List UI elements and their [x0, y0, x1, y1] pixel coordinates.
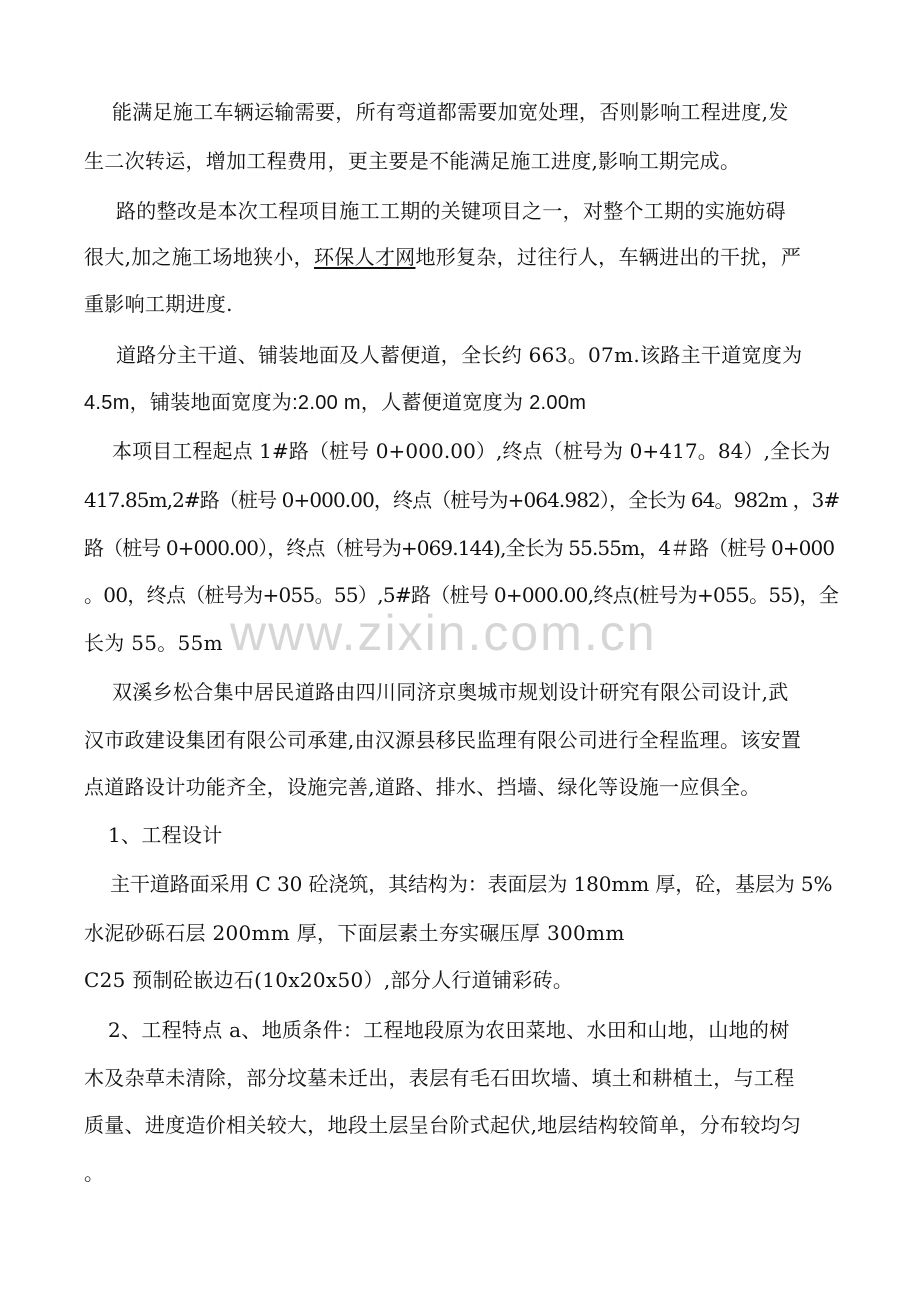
section-heading: 1、工程设计 [108, 823, 223, 847]
text-line: 长为 55。55m [84, 631, 223, 655]
text-line: 双溪乡松合集中居民道路由四川同济京奥城市规划设计研究有限公司设计,武 [112, 680, 789, 704]
text-line: 2、工程特点 a、地质条件：工程地段原为农田菜地、水田和山地，山地的树 [108, 1018, 790, 1042]
text-line: 木及杂草未清除，部分坟墓未迁出，表层有毛石田坎墙、填土和耕植土，与工程 [84, 1066, 795, 1090]
text-line: 本项目工程起点 1#路（桩号 0+000.00）,终点（桩号为 0+417。84）,全长为 [112, 439, 831, 463]
text-line: 点道路设计功能齐全，设施完善,道路、排水、挡墙、绿化等设施一应俱全。 [84, 775, 761, 799]
text-line: 水泥砂砾石层 200mm 厚，下面层素土夯实碾压厚 300mm [84, 921, 625, 945]
text-segment: 地形复杂，过往行人，车辆进出的干扰，严 [415, 245, 802, 269]
text-line: 。00，终点（桩号为+055。55）,5#路（桩号 0+000.00,终点(桩号为+055。55)，全 [84, 583, 839, 607]
text-line: 质量、进度造价相关较大，地段土层呈台阶式起伏,地层结构较简单，分布较均匀 [84, 1113, 802, 1137]
text-line: 。 [84, 1161, 105, 1185]
text-line: 417.85m,2#路（桩号 0+000.00，终点（桩号为+064.982），全长为 64。982m ，3# [84, 488, 840, 512]
text-line: 4.5m，铺装地面宽度为:2.00 m，人蓄便道宽度为 2.00m [84, 392, 587, 414]
watermark: www.zixin.com.cn [230, 605, 657, 661]
text-line: 路（桩号 0+000.00），终点（桩号为+069.144),全长为 55.55m，4＃路（桩号 0+000 [84, 536, 835, 560]
text-line: C25 预制砼嵌边石(10x20x50）,部分人行道铺彩砖。 [84, 968, 574, 992]
text-line: 道路分主干道、铺装地面及人蓄便道，全长约 663。07m.该路主干道宽度为 [116, 343, 803, 367]
text-line: 能满足施工车辆运输需要，所有弯道都需要加宽处理，否则影响工程进度,发 [112, 100, 789, 124]
text-line: 主干道路面采用 C 30 砼浇筑，其结构为：表面层为 180mm 厚，砼，基层为 5% [110, 872, 833, 896]
text-line-with-link [84, 242, 844, 272]
text-line: 路的整改是本次工程项目施工工期的关键项目之一，对整个工期的实施妨碍 [116, 199, 786, 223]
text-segment: 很大,加之施工场地狭小， [84, 245, 314, 269]
text-line: 汉市政建设集团有限公司承建,由汉源县移民监理有限公司进行全程监理。该安置 [84, 728, 802, 752]
text-line: 重影响工期进度. [84, 292, 233, 316]
text-line: 生二次转运，增加工程费用，更主要是不能满足施工进度,影响工期完成。 [84, 149, 741, 173]
inline-link[interactable]: 环保人才网 [313, 245, 416, 269]
